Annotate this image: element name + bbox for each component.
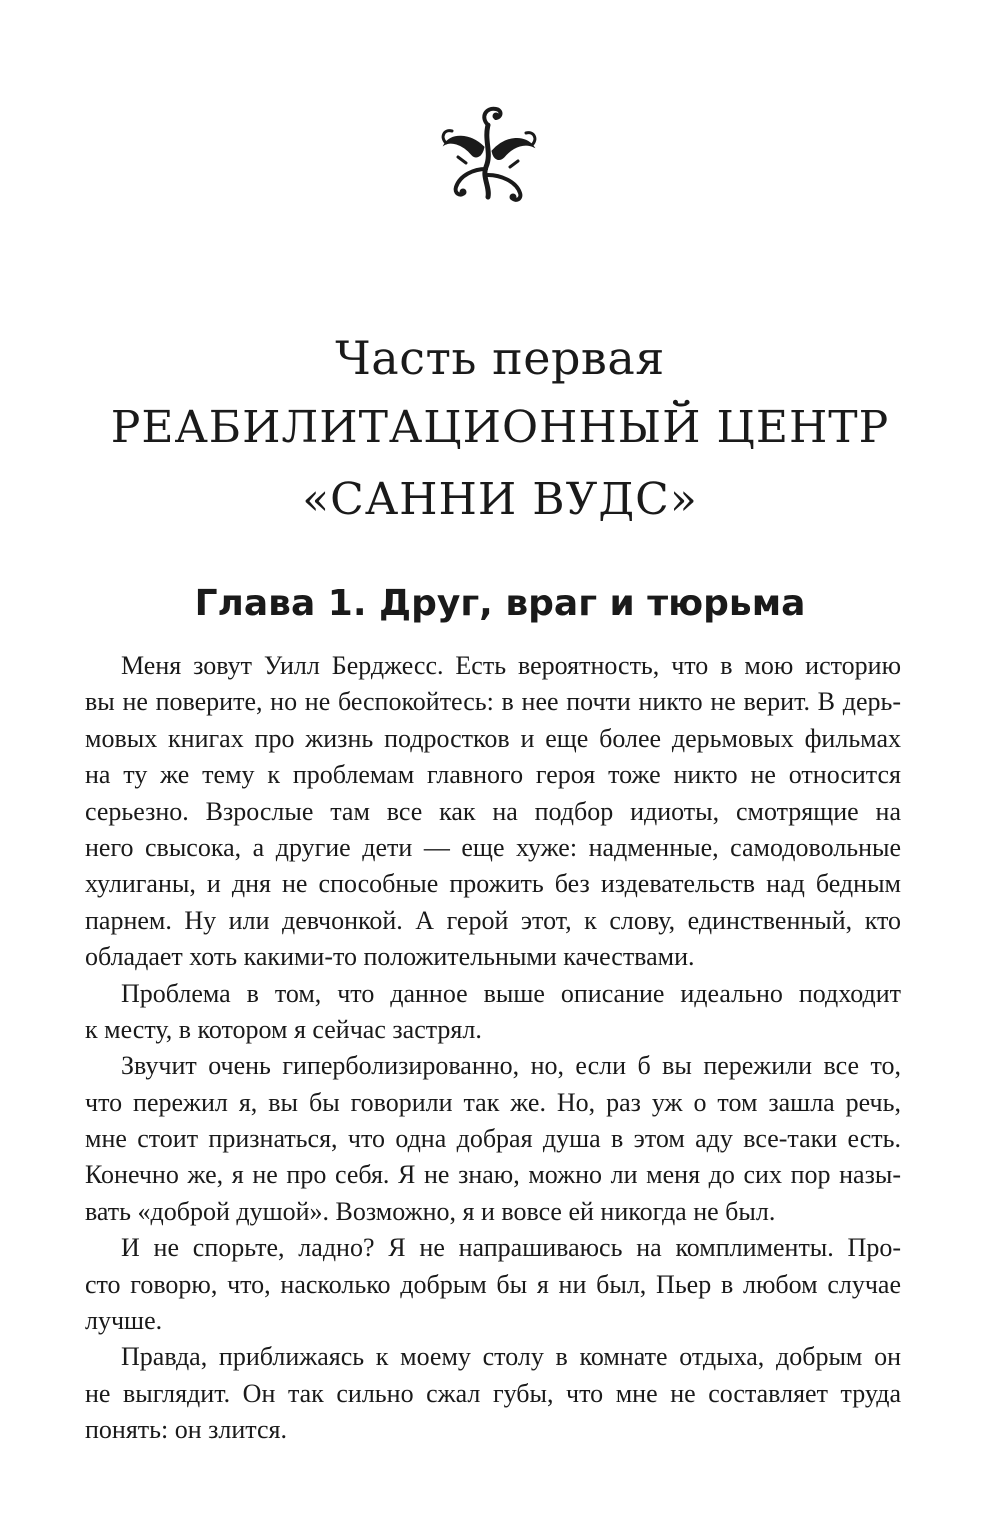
text-line: на ту же тему к проблемам главного героя тоже никто не относится	[85, 760, 901, 790]
text-line: понять: он злится.	[85, 1415, 287, 1445]
text-line: Конечно же, я не про себя. Я не знаю, можно ли меня до сих пор назы-	[85, 1160, 901, 1190]
chapter-title: Глава 1. Друг, враг и тюрьма	[194, 583, 806, 624]
text-line: мне стоит признаться, что одна добрая душа в этом аду все-таки есть.	[85, 1124, 901, 1154]
text-line: Меня зовут Уилл Берджесс. Есть вероятность, что в мою историю	[121, 651, 901, 680]
text-line: мовых книгах про жизнь подростков и еще более дерьмовых фильмах	[85, 723, 901, 753]
text-line: не выглядит. Он так сильно сжал губы, что мне не составляет труда	[85, 1378, 901, 1408]
text-line: сто говорю, что, насколько добрым бы я ни был, Пьер в любом случае	[85, 1269, 901, 1299]
text-line: Правда, приближаясь к моему столу в комнате отдыха, добрым он	[121, 1342, 901, 1372]
text-line: к месту, в котором я сейчас застрял.	[85, 1014, 482, 1044]
text-line: обладает хоть какими-то положительными качествами.	[85, 942, 695, 972]
part-subtitle-line-2: «САННИ ВУДС»	[302, 474, 698, 525]
paragraph	[85, 1048, 901, 1230]
text-line: вы не поверите, но не беспокойтесь: в нее почти никто не верит. В дерь-	[85, 687, 901, 717]
text-line: что пережил я, вы бы говорили так же. Но, раз уж о том зашла речь,	[85, 1087, 901, 1117]
text-line: хулиганы, и дня не способные прожить без издевательств над бедным	[85, 869, 901, 899]
text-line: Звучит очень гиперболизированно, но, если б вы пережили все то,	[121, 1051, 901, 1081]
paragraph	[85, 648, 901, 976]
text-line: вать «доброй душой». Возможно, я и вовсе ей никогда не был.	[85, 1196, 776, 1226]
part-subtitle-line-1: РЕАБИЛИТАЦИОННЫЙ ЦЕНТР	[110, 402, 890, 453]
text-line: парнем. Ну или девчонкой. А герой этот, к слову, единственный, кто	[85, 905, 901, 935]
text-line: И не спорьте, ладно? Я не напрашиваюсь на комплименты. Про-	[121, 1233, 901, 1263]
part-title: Часть первая	[335, 331, 665, 385]
paragraph	[85, 1339, 901, 1448]
floral-ornament-icon	[436, 103, 540, 205]
text-line: него свысока, а другие дети — еще хуже: надменные, самодовольные	[85, 832, 901, 862]
text-line: Проблема в том, что данное выше описание идеально подходит	[121, 978, 901, 1008]
body-text	[85, 648, 901, 1449]
text-line: лучше.	[85, 1306, 163, 1336]
part-heading	[60, 324, 940, 536]
paragraph	[85, 976, 901, 1049]
paragraph	[85, 1230, 901, 1339]
text-line: серьезно. Взрослые там все как на подбор идиоты, смотрящие на	[85, 796, 901, 826]
